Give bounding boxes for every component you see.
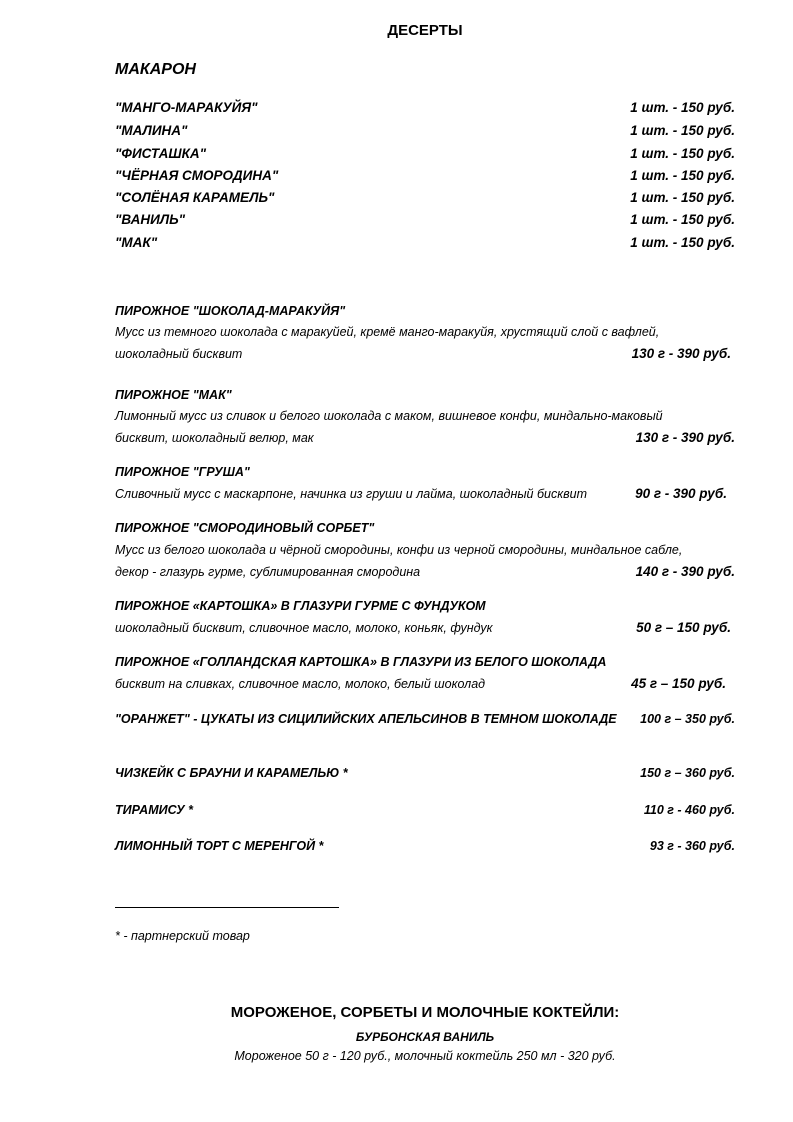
dessert-item: [115, 803, 735, 817]
pastry-description: шоколадный бисквит: [115, 347, 243, 361]
macaron-name: "МАК": [115, 235, 158, 250]
macaron-name: "СОЛЁНАЯ КАРАМЕЛЬ": [115, 190, 275, 205]
footnote: * - партнерский товар: [115, 929, 250, 943]
macaron-price: 1 шт. - 150 руб.: [630, 100, 735, 115]
pastry-description: бисквит, шоколадный велюр, мак: [115, 431, 314, 445]
macaron-item: [115, 123, 735, 138]
macaron-price: 1 шт. - 150 руб.: [630, 235, 735, 250]
macaron-price: 1 шт. - 150 руб.: [630, 146, 735, 161]
macaron-price: 1 шт. - 150 руб.: [630, 190, 735, 205]
pastry-title: ПИРОЖНОЕ «ГОЛЛАНДСКАЯ КАРТОШКА» В ГЛАЗУРИ ИЗ БЕЛОГО ШОКОЛАДА: [115, 655, 607, 669]
pastry-title: ПИРОЖНОЕ «КАРТОШКА» В ГЛАЗУРИ ГУРМЕ С ФУНДУКОМ: [115, 599, 486, 613]
icecream-subtitle: БУРБОНСКАЯ ВАНИЛЬ: [355, 1030, 495, 1044]
dessert-price: 150 г – 360 руб.: [640, 766, 735, 780]
macaron-name: "ФИСТАШКА": [115, 146, 207, 161]
icecream-description: Мороженое 50 г - 120 руб., молочный коктейль 250 мл - 320 руб.: [234, 1049, 616, 1063]
macaron-heading: МАКАРОН: [115, 61, 196, 78]
dessert-item: [115, 766, 735, 780]
macaron-name: "МАЛИНА": [115, 123, 188, 138]
pastry-description: Мусс из темного шоколада с маракуйей, кремё манго-маракуйя, хрустящий слой с вафлей,: [115, 325, 660, 339]
macaron-price: 1 шт. - 150 руб.: [630, 123, 735, 138]
macaron-price: 1 шт. - 150 руб.: [630, 212, 735, 227]
pastry-title: ПИРОЖНОЕ "ГРУША": [115, 465, 250, 479]
icecream-title: МОРОЖЕНОЕ, СОРБЕТЫ И МОЛОЧНЫЕ КОКТЕЙЛИ:: [230, 1004, 620, 1021]
macaron-item: [115, 168, 735, 183]
pastry-description: Лимонный мусс из сливок и белого шоколада с маком, вишневое конфи, миндально-маковый: [115, 409, 663, 423]
pastry-price: 90 г - 390 руб.: [635, 486, 727, 501]
pastry-description: бисквит на сливках, сливочное масло, молоко, белый шоколад: [115, 677, 486, 691]
pastry-price: 45 г – 150 руб.: [631, 676, 726, 691]
macaron-name: "ВАНИЛЬ": [115, 212, 186, 227]
orangette-name: "ОРАНЖЕТ" - ЦУКАТЫ ИЗ СИЦИЛИЙСКИХ АПЕЛЬСИНОВ В ТЕМНОМ ШОКОЛАДЕ: [115, 712, 617, 726]
macaron-name: "МАНГО-МАРАКУЙЯ": [115, 100, 258, 115]
dessert-price: 93 г - 360 руб.: [649, 839, 735, 853]
macaron-item: [115, 100, 735, 115]
pastry-price: 130 г - 390 руб.: [631, 346, 731, 361]
macaron-price: 1 шт. - 150 руб.: [630, 168, 735, 183]
orangette-item: [115, 712, 735, 726]
pastry-description: Мусс из белого шоколада и чёрной смородины, конфи из черной смородины, миндальное сабле,: [115, 543, 683, 557]
macaron-item: [115, 235, 735, 250]
macaron-item: [115, 146, 735, 161]
dessert-name: ТИРАМИСУ *: [115, 803, 193, 817]
pastry-description: шоколадный бисквит, сливочное масло, молоко, коньяк, фундук: [115, 621, 493, 635]
macaron-item: [115, 190, 735, 205]
pastry-title: ПИРОЖНОЕ "ШОКОЛАД-МАРАКУЙЯ": [115, 304, 346, 318]
footnote-divider: [115, 907, 339, 908]
pastry-price: 140 г - 390 руб.: [635, 564, 735, 579]
pastry-price: 50 г – 150 руб.: [636, 620, 731, 635]
pastry-title: ПИРОЖНОЕ "СМОРОДИНОВЫЙ СОРБЕТ": [115, 521, 375, 535]
macaron-name: "ЧЁРНАЯ СМОРОДИНА": [115, 168, 279, 183]
page-title: ДЕСЕРТЫ: [387, 22, 463, 39]
dessert-item: [115, 839, 735, 853]
pastry-description: декор - глазурь гурме, сублимированная смородина: [115, 565, 421, 579]
orangette-price: 100 г – 350 руб.: [640, 712, 735, 726]
dessert-name: ЛИМОННЫЙ ТОРТ С МЕРЕНГОЙ *: [115, 839, 324, 853]
pastry-price: 130 г - 390 руб.: [635, 430, 735, 445]
pastry-description: Сливочный мусс с маскарпоне, начинка из груши и лайма, шоколадный бисквит: [115, 487, 587, 501]
macaron-item: [115, 212, 735, 227]
dessert-name: ЧИЗКЕЙК С БРАУНИ И КАРАМЕЛЬЮ *: [115, 766, 348, 780]
dessert-price: 110 г - 460 руб.: [643, 803, 735, 817]
pastry-title: ПИРОЖНОЕ "МАК": [115, 388, 232, 402]
